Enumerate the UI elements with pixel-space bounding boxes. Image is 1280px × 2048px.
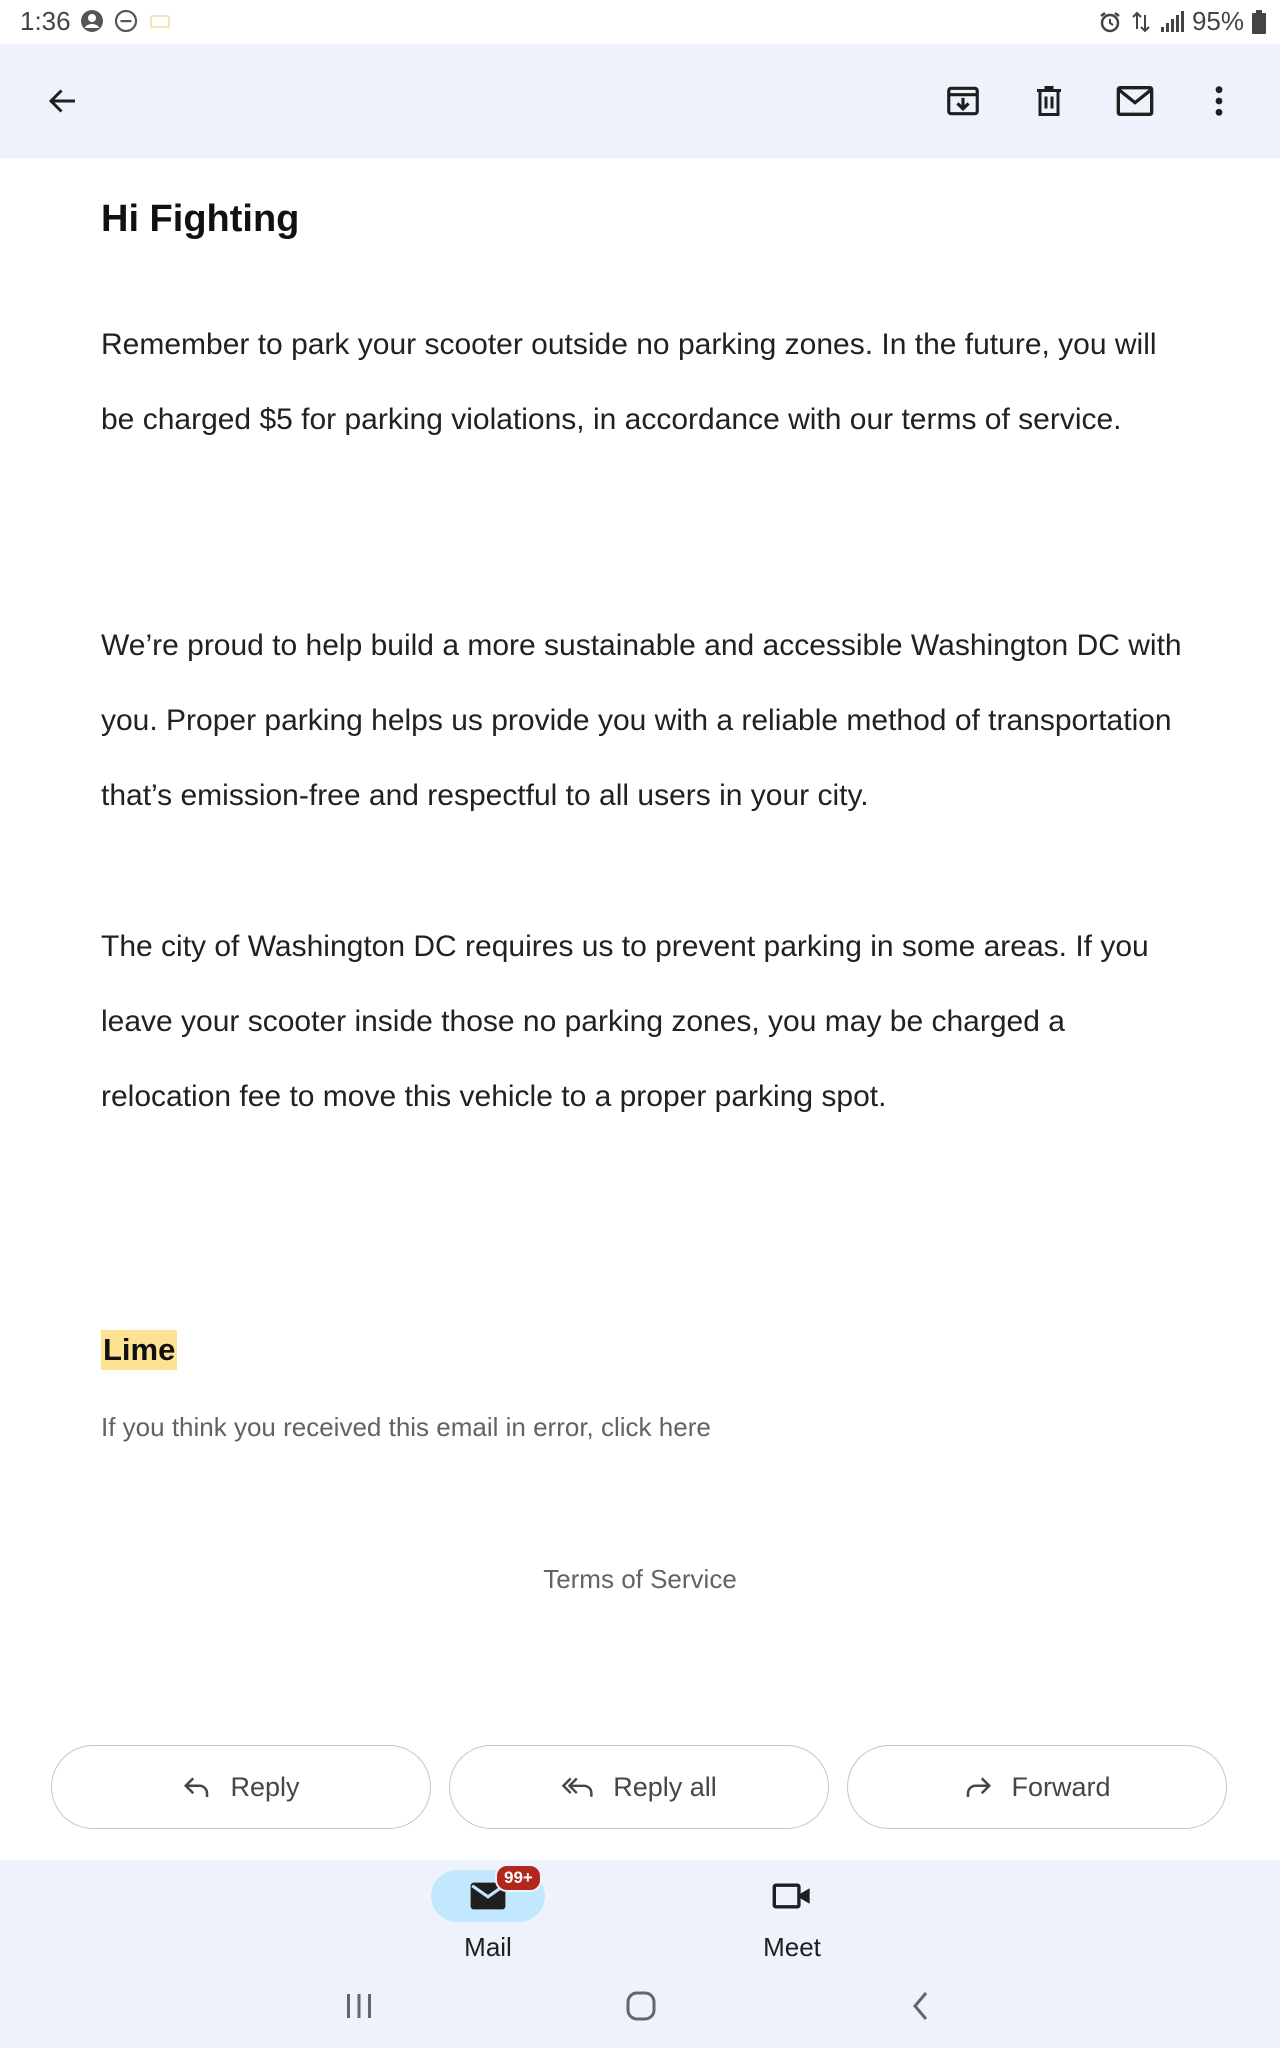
signature-lime: Lime (101, 1330, 177, 1370)
error-click-here-link[interactable]: If you think you received this email in error, click here (101, 1412, 711, 1442)
reply-label: Reply (230, 1771, 300, 1802)
forward-button[interactable] (847, 1745, 1227, 1829)
mark-unread-button[interactable] (1106, 72, 1164, 130)
nav-meet-label: Meet (763, 1932, 821, 1962)
chevron-left-icon (910, 1990, 932, 2022)
home-icon (625, 1990, 657, 2022)
forward-label: Forward (1011, 1771, 1111, 1802)
trash-icon (1031, 82, 1067, 120)
do-not-disturb-icon (114, 9, 138, 33)
back-button[interactable] (34, 72, 92, 130)
archive-button[interactable] (934, 72, 992, 130)
terms-of-service-link[interactable]: Terms of Service (543, 1564, 737, 1594)
email-paragraph-2: We’re proud to help build a more sustainable and accessible Washington DC with you. Proper parking helps us provide you with a reliable method of transportation that’s emission-free and respectful to all users in your city. (101, 629, 1182, 812)
reply-all-label: Reply all (613, 1771, 717, 1802)
mail-icon (1115, 83, 1155, 119)
nav-mail[interactable] (418, 1870, 558, 1963)
recent-apps-icon (344, 1992, 374, 2020)
more-options-button[interactable] (1190, 72, 1248, 130)
system-back-button[interactable] (896, 1986, 946, 2026)
reply-button[interactable] (51, 1745, 431, 1829)
home-button[interactable] (616, 1986, 666, 2026)
more-vertical-icon (1213, 84, 1225, 118)
status-bar (0, 0, 1280, 44)
account-circle-icon (80, 9, 104, 33)
battery-percent: 95% (1191, 6, 1244, 36)
alarm-icon (1098, 10, 1122, 34)
reply-all-button[interactable] (449, 1745, 829, 1829)
battery-icon (1252, 10, 1266, 34)
email-paragraph-3: The city of Washington DC requires us to prevent parking in some areas. If you leave your scooter inside those no parking zones, you may be charged a relocation fee to move this vehicle to a proper parking spot. (101, 930, 1149, 1113)
video-camera-icon (772, 1881, 812, 1911)
reply-icon (182, 1774, 212, 1800)
arrow-left-icon (45, 83, 81, 119)
email-greeting: Hi Fighting (101, 198, 300, 240)
status-time: 1:36 (20, 6, 71, 36)
archive-icon (944, 82, 982, 120)
nav-mail-label: Mail (464, 1932, 512, 1962)
nav-meet[interactable] (722, 1870, 862, 1963)
notification-icon (148, 9, 172, 33)
reply-all-icon (561, 1774, 595, 1800)
recent-apps-button[interactable] (334, 1986, 384, 2026)
data-transfer-icon (1130, 10, 1152, 34)
unread-badge: 99+ (495, 1864, 542, 1892)
forward-icon (963, 1774, 993, 1800)
email-toolbar (0, 44, 1280, 158)
signal-icon (1160, 11, 1184, 33)
email-paragraph-1: Remember to park your scooter outside no parking zones. In the future, you will be charged $5 for parking violations, in accordance with our terms of service. (101, 328, 1157, 436)
delete-button[interactable] (1020, 72, 1078, 130)
